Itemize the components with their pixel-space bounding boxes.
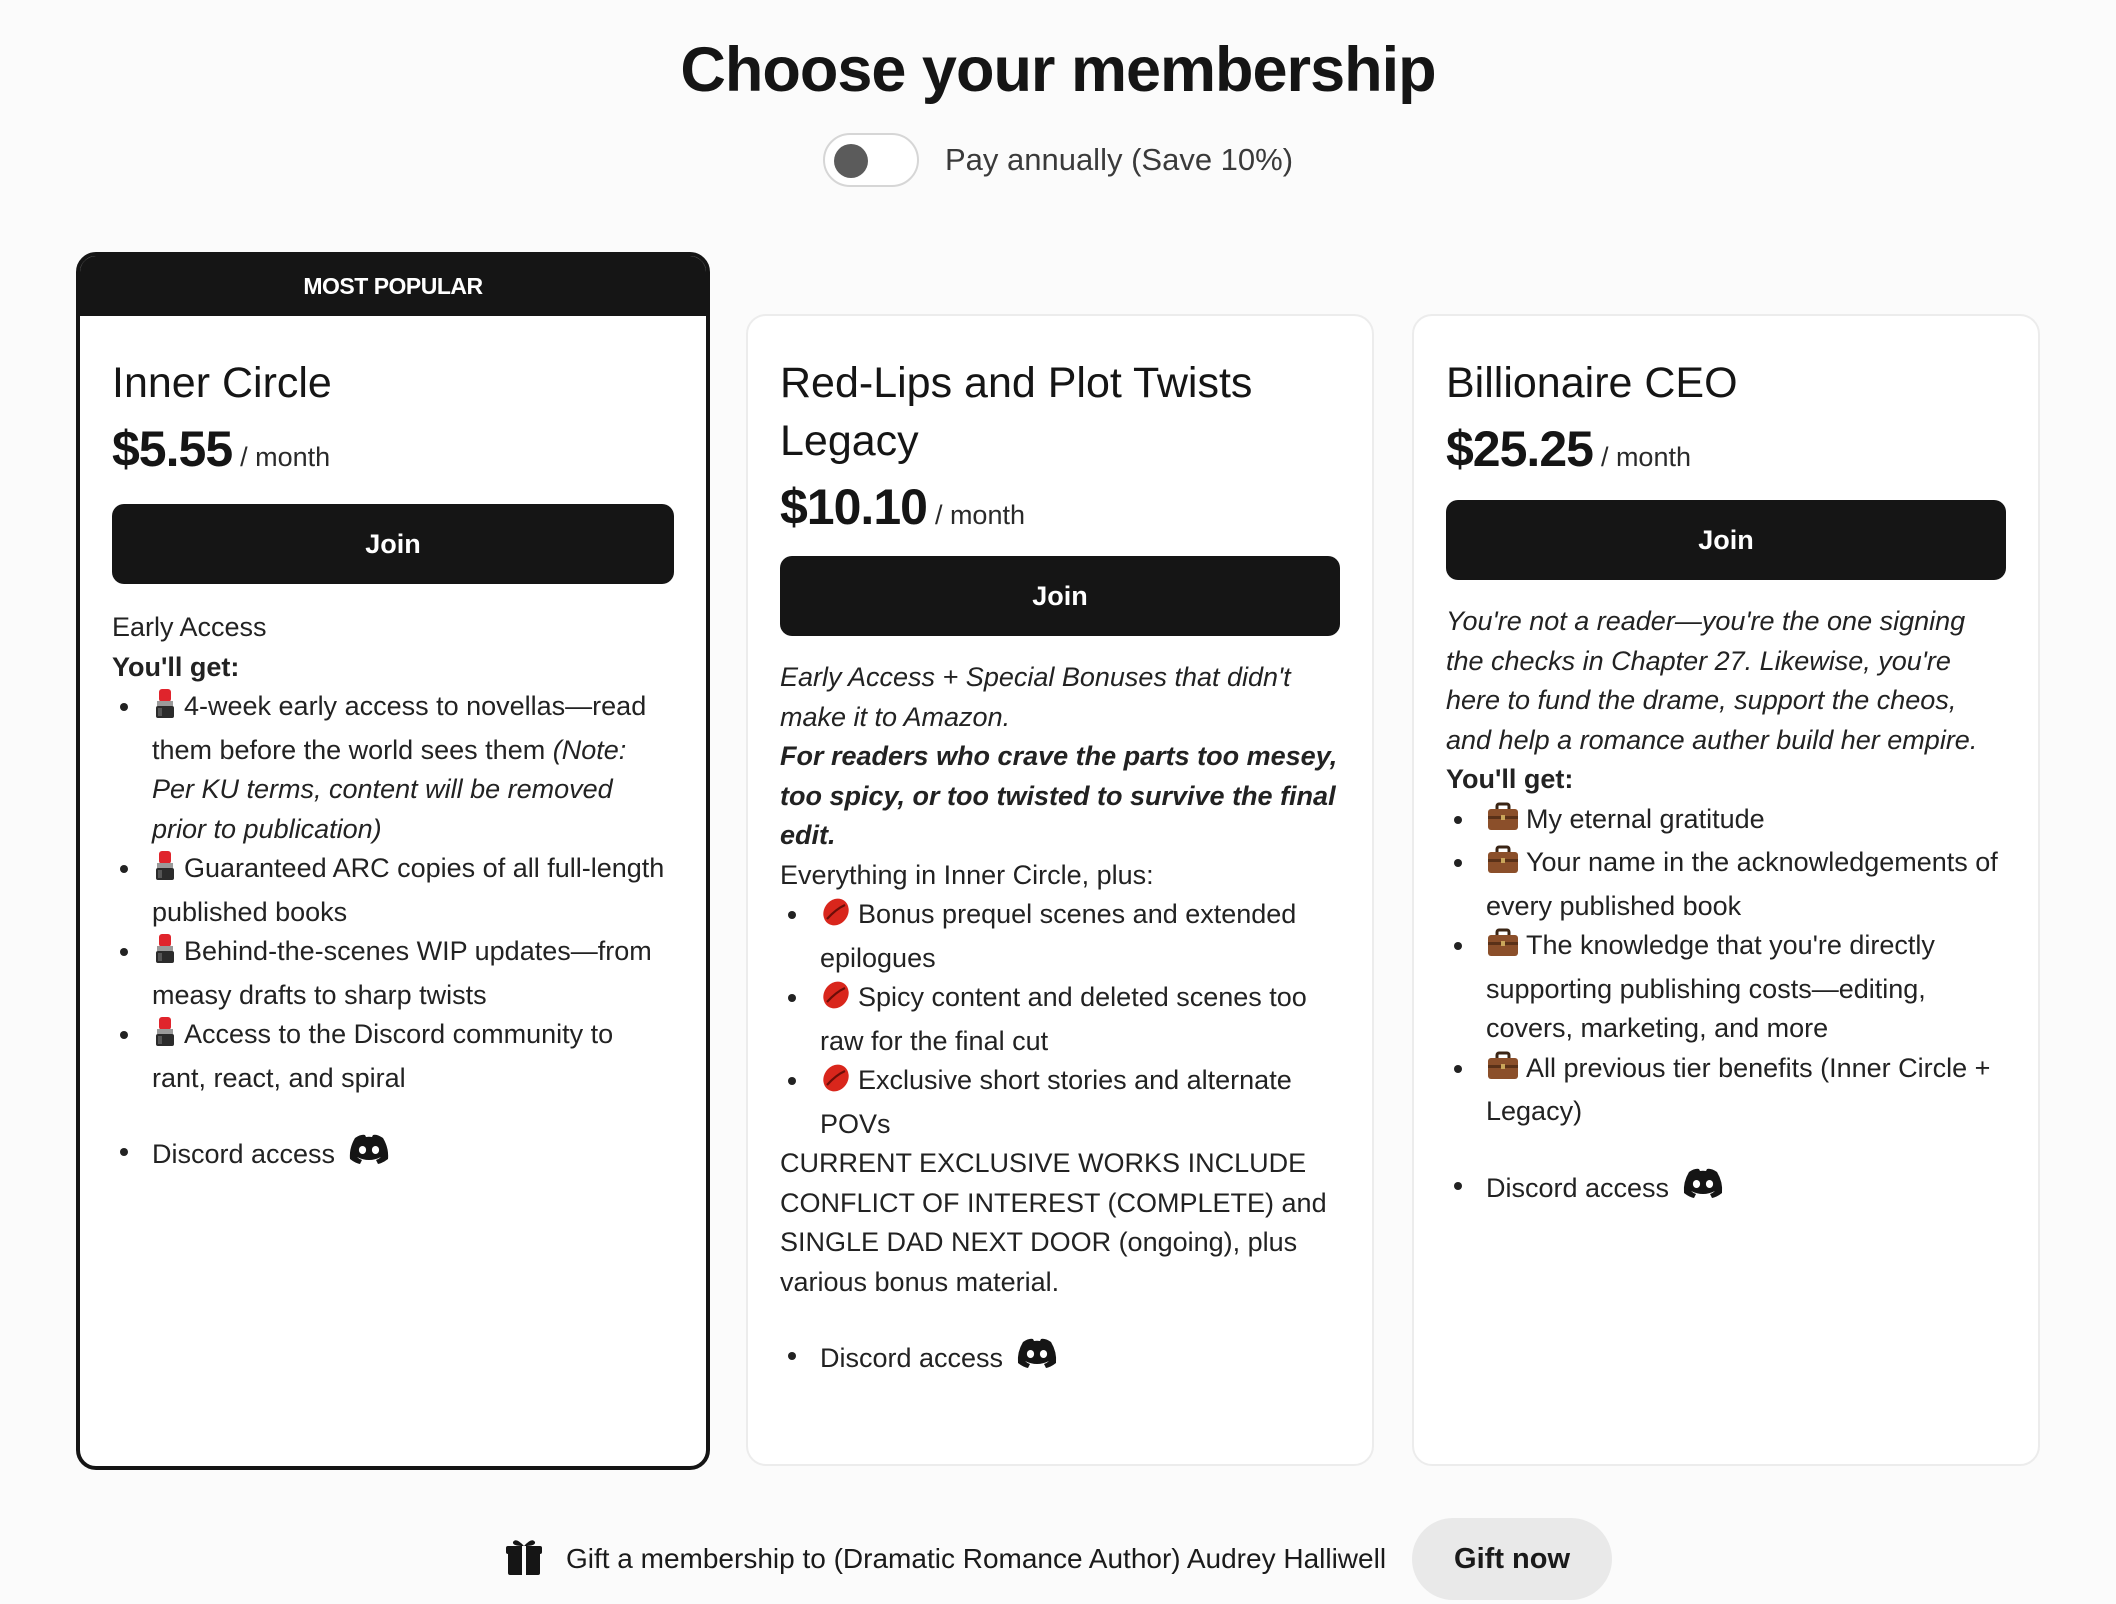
discord-icon — [1681, 1166, 1725, 1212]
discord-access-item: Discord access — [112, 1132, 674, 1178]
discord-list — [1446, 1166, 2006, 1212]
tier-intro: Everything in Inner Circle, plus: — [780, 859, 1154, 890]
list-item: 4-week early access to novellas—read them before the world sees them (Note: Per KU terms, content will be removed prior to publication) — [112, 687, 674, 849]
price-period: / month — [934, 500, 1025, 530]
tier-description: Early Access + Special Bonuses that didn't make it to Amazon. — [780, 662, 1291, 732]
price-row — [112, 420, 674, 478]
list-item: The knowledge that you're directly supporting publishing costs—editing, covers, marketing, and more — [1446, 926, 2006, 1049]
gift-now-button[interactable]: Gift now — [1412, 1518, 1612, 1600]
list-item: Behind-the-scenes WIP updates—from measy drafts to sharp twists — [112, 932, 674, 1015]
lipstick-icon — [152, 849, 178, 893]
benefit-list — [112, 687, 674, 1098]
pay-annually-toggle[interactable] — [823, 133, 919, 187]
tier-description: Early Access — [112, 612, 267, 642]
youll-get-heading: You'll get: — [1446, 764, 1574, 794]
discord-list — [780, 1336, 1340, 1382]
list-item: Bonus prequel scenes and extended epilogues — [780, 895, 1340, 978]
lipstick-icon — [152, 1015, 178, 1059]
briefcase-icon — [1486, 928, 1520, 970]
gift-membership-text: Gift a membership to (Dramatic Romance Author) Audrey Halliwell — [565, 1543, 1387, 1574]
briefcase-icon — [1486, 1051, 1520, 1093]
tier-price: $5.55 — [112, 421, 233, 477]
discord-icon — [1015, 1336, 1059, 1382]
list-item: Spicy content and deleted scenes too raw for the final cut — [780, 978, 1340, 1061]
toggle-knob — [834, 144, 868, 178]
tier-tagline: For readers who crave the parts too mesey, too spicy, or too twisted to survive the final edit. — [780, 741, 1338, 850]
list-item: My eternal gratitude — [1446, 800, 2006, 844]
tier-name: Inner Circle — [112, 359, 332, 407]
exclusive-works-note: CURRENT EXCLUSIVE WORKS INCLUDE CONFLICT OF INTEREST (COMPLETE) and SINGLE DAD NEXT DOOR (ongoing), plus various bonus material. — [780, 1148, 1327, 1297]
benefit-list — [1446, 800, 2006, 1132]
tier-card-legacy — [746, 314, 1374, 1466]
price-period: / month — [1600, 442, 1691, 472]
tier-price: $25.25 — [1446, 421, 1593, 477]
list-item: Access to the Discord community to rant, react, and spiral — [112, 1015, 674, 1098]
lips-icon — [820, 1063, 852, 1105]
youll-get-heading: You'll get: — [112, 651, 240, 682]
discord-access-item: Discord access — [1446, 1166, 2006, 1212]
tier-card-billionaire-ceo — [1412, 314, 2040, 1466]
price-row — [780, 478, 1340, 536]
join-button[interactable]: Join — [1446, 500, 2006, 580]
pay-annually-label: Pay annually (Save 10%) — [944, 142, 1294, 177]
list-item: Your name in the acknowledgements of every published book — [1446, 843, 2006, 926]
briefcase-icon — [1486, 845, 1520, 887]
discord-icon — [347, 1132, 391, 1178]
list-item: Exclusive short stories and alternate POVs — [780, 1061, 1340, 1144]
tier-card-inner-circle — [76, 252, 710, 1470]
billing-toggle-row — [0, 130, 2116, 190]
list-item: Guaranteed ARC copies of all full-length published books — [112, 849, 674, 932]
lipstick-icon — [152, 687, 178, 731]
benefit-list — [780, 895, 1340, 1144]
join-button[interactable]: Join — [780, 556, 1340, 636]
price-row — [1446, 420, 2006, 478]
lipstick-icon — [152, 932, 178, 976]
list-item: All previous tier benefits (Inner Circle + Legacy) — [1446, 1049, 2006, 1132]
join-button[interactable]: Join — [112, 504, 674, 584]
tier-name: Red-Lips and Plot Twists Legacy — [780, 359, 1253, 465]
tier-price: $10.10 — [780, 479, 927, 535]
tier-name: Billionaire CEO — [1446, 359, 1738, 407]
gift-row — [0, 1518, 2116, 1600]
discord-access-item: Discord access — [780, 1336, 1340, 1382]
most-popular-badge: MOST POPULAR — [80, 256, 706, 316]
lips-icon — [820, 897, 852, 939]
price-period: / month — [240, 442, 331, 472]
tier-description: You're not a reader—you're the one signing the checks in Chapter 27. Likewise, you're here to fund the drame, support the cheos, and help a romance auther build her empire. — [1446, 606, 1978, 755]
gift-icon — [504, 1537, 544, 1582]
page-title: Choose your membership — [680, 35, 1436, 105]
discord-list — [112, 1132, 674, 1178]
briefcase-icon — [1486, 802, 1520, 844]
lips-icon — [820, 980, 852, 1022]
